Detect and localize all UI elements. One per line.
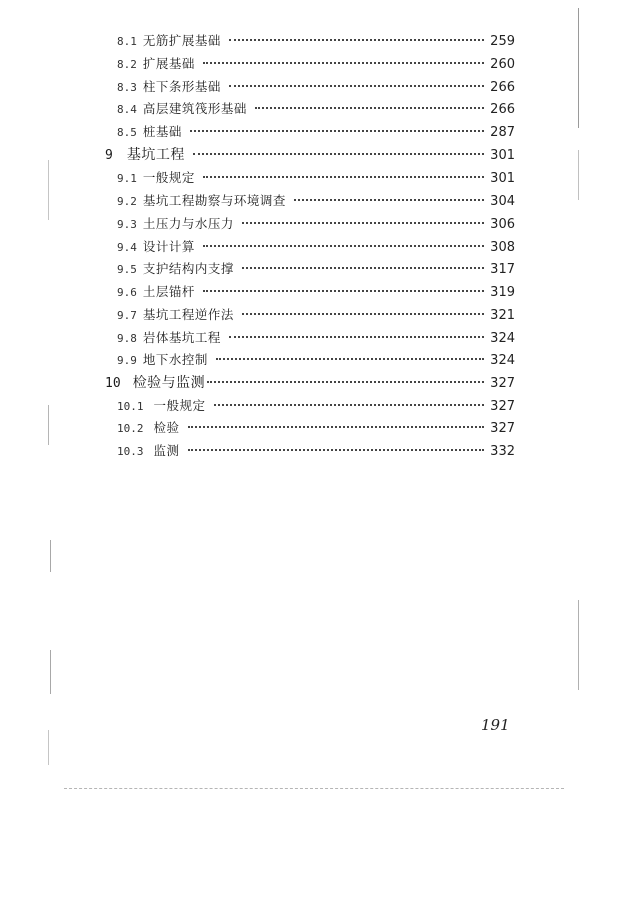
dot-leader <box>242 267 484 269</box>
toc-entry[interactable] <box>117 122 515 142</box>
dot-leader <box>294 199 484 201</box>
toc-chapter-entry[interactable] <box>105 373 515 393</box>
section-number: 9.4 <box>117 241 137 254</box>
dot-leader <box>229 39 484 41</box>
section-number: 9.5 <box>117 263 137 276</box>
section-number: 10.2 <box>117 422 144 435</box>
dot-leader <box>203 245 484 247</box>
dot-leader <box>216 358 484 360</box>
toc-entry[interactable] <box>117 237 515 257</box>
section-title: 土层锚杆 <box>142 284 195 299</box>
toc-entry[interactable] <box>117 77 515 97</box>
toc-entry[interactable] <box>117 396 515 416</box>
scan-artifact-line <box>50 540 51 572</box>
toc-entry[interactable] <box>117 328 515 348</box>
toc-entry[interactable] <box>117 214 515 234</box>
section-title: 无筋扩展基础 <box>142 33 221 48</box>
page-reference: 260 <box>490 57 515 72</box>
section-title: 监测 <box>153 443 180 458</box>
page-reference: 304 <box>490 194 515 209</box>
scan-artifact-line <box>48 160 49 220</box>
chapter-title: 基坑工程 <box>126 147 185 163</box>
page-reference: 259 <box>490 34 515 49</box>
toc-entry[interactable] <box>117 441 515 461</box>
chapter-number: 10 <box>105 376 121 391</box>
section-number: 9.3 <box>117 218 137 231</box>
page-reference: 332 <box>490 444 515 459</box>
scan-artifact-line <box>48 405 49 445</box>
section-number: 8.2 <box>117 58 137 71</box>
toc-entry[interactable] <box>117 31 515 51</box>
dot-leader <box>203 290 484 292</box>
section-title: 基坑工程勘察与环境调查 <box>142 193 286 208</box>
scan-artifact-line <box>50 650 51 694</box>
page-reference: 317 <box>490 262 515 277</box>
chapter-number: 9 <box>105 148 113 163</box>
section-number: 8.3 <box>117 81 137 94</box>
toc-entry[interactable] <box>117 54 515 74</box>
section-number: 10.3 <box>117 445 144 458</box>
page-reference: 327 <box>490 376 515 391</box>
toc-entry[interactable] <box>117 259 515 279</box>
page-reference: 319 <box>490 285 515 300</box>
section-number: 10.1 <box>117 400 144 413</box>
section-number: 9.8 <box>117 332 137 345</box>
chapter-title: 检验与监测 <box>132 375 206 391</box>
section-title: 柱下条形基础 <box>142 79 221 94</box>
page-reference: 301 <box>490 171 515 186</box>
page-reference: 266 <box>490 80 515 95</box>
dot-leader <box>242 222 484 224</box>
page-number: 191 <box>481 716 510 734</box>
dot-leader <box>188 426 485 428</box>
section-number: 8.1 <box>117 35 137 48</box>
section-title: 一般规定 <box>153 398 206 413</box>
section-number: 9.9 <box>117 354 137 367</box>
scan-artifact-line <box>578 150 579 200</box>
page-reference: 327 <box>490 421 515 436</box>
section-number: 9.1 <box>117 172 137 185</box>
section-title: 地下水控制 <box>142 352 208 367</box>
toc-entry[interactable] <box>117 418 515 438</box>
page-reference: 308 <box>490 240 515 255</box>
toc-entry[interactable] <box>117 168 515 188</box>
dot-leader <box>193 153 484 155</box>
page-reference: 327 <box>490 399 515 414</box>
dot-leader <box>207 381 484 383</box>
section-title: 基坑工程逆作法 <box>142 307 234 322</box>
toc-chapter-entry[interactable] <box>105 145 515 165</box>
scan-artifact-line <box>578 600 579 690</box>
page-reference: 324 <box>490 353 515 368</box>
section-title: 桩基础 <box>142 124 182 139</box>
scan-artifact-line <box>578 8 579 128</box>
page-reference: 266 <box>490 102 515 117</box>
page-reference: 301 <box>490 148 515 163</box>
section-number: 8.5 <box>117 126 137 139</box>
toc-entry[interactable] <box>117 282 515 302</box>
dot-leader <box>203 62 484 64</box>
section-number: 8.4 <box>117 103 137 116</box>
section-title: 支护结构内支撑 <box>142 261 234 276</box>
toc-entry[interactable] <box>117 305 515 325</box>
section-number: 9.7 <box>117 309 137 322</box>
section-title: 土压力与水压力 <box>142 216 234 231</box>
section-number: 9.6 <box>117 286 137 299</box>
section-title: 一般规定 <box>142 170 195 185</box>
scan-artifact-line <box>48 730 49 765</box>
section-title: 高层建筑筏形基础 <box>142 101 247 116</box>
toc-entry[interactable] <box>117 191 515 211</box>
page-reference: 324 <box>490 331 515 346</box>
toc-entry[interactable] <box>117 350 515 370</box>
dot-leader <box>229 336 484 338</box>
section-title: 岩体基坑工程 <box>142 330 221 345</box>
section-title: 设计计算 <box>142 239 195 254</box>
dot-leader <box>190 130 484 132</box>
dot-leader <box>255 107 484 109</box>
page-reference: 287 <box>490 125 515 140</box>
page-reference: 306 <box>490 217 515 232</box>
section-title: 检验 <box>153 420 180 435</box>
toc-entry[interactable] <box>117 99 515 119</box>
page-reference: 321 <box>490 308 515 323</box>
dot-leader <box>203 176 484 178</box>
dot-leader <box>229 85 484 87</box>
dot-leader <box>214 404 485 406</box>
scan-artifact-rule <box>64 788 564 789</box>
dot-leader <box>188 449 485 451</box>
dot-leader <box>242 313 484 315</box>
section-title: 扩展基础 <box>142 56 195 71</box>
section-number: 9.2 <box>117 195 137 208</box>
